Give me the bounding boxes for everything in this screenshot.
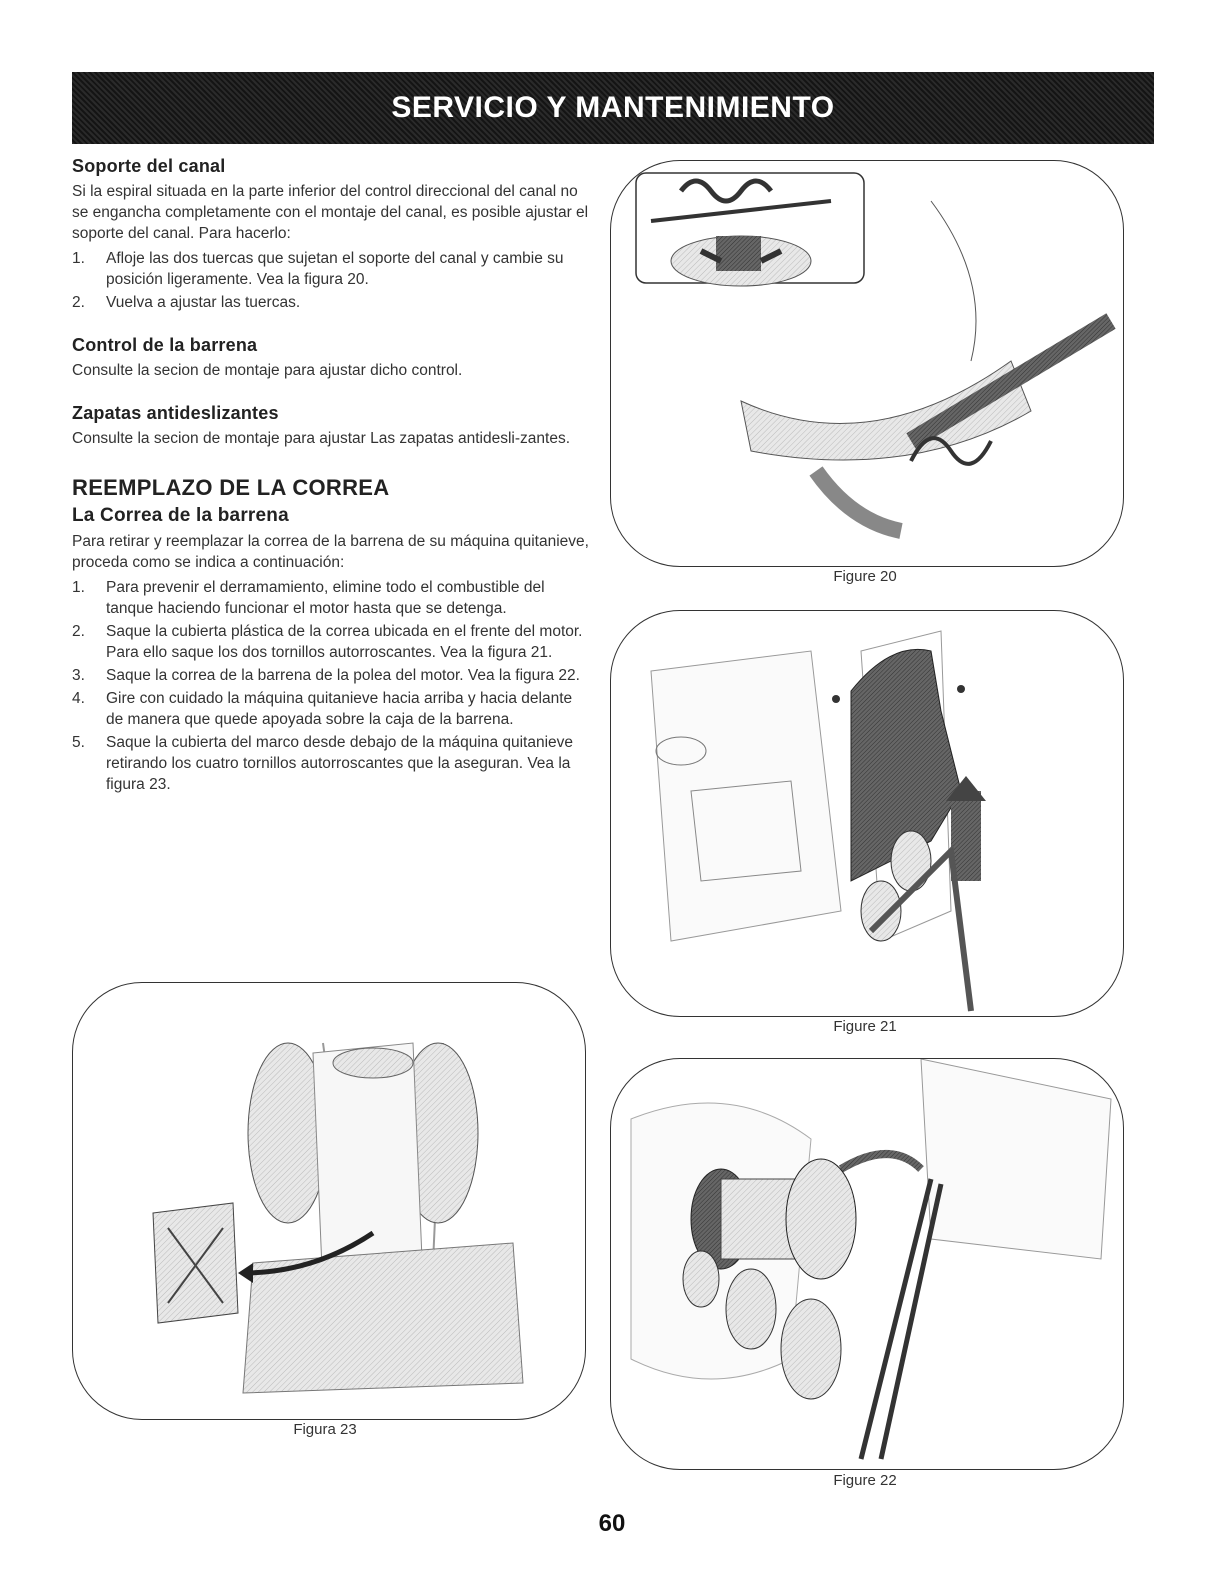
figure-22-caption: Figure 22 [833, 1472, 897, 1489]
figure-23-illustration [72, 982, 586, 1420]
page-title: SERVICIO Y MANTENIMIENTO [391, 91, 835, 124]
reemplazo-steps [72, 577, 592, 795]
list-item: 1. Para prevenir el derramamiento, elimine todo el combustible del tanque haciendo funcionar el motor hasta que se detenga. [72, 579, 545, 617]
reemplazo-title: REEMPLAZO DE LA CORREA [72, 475, 390, 500]
list-item: 2. Vuelva a ajustar las tuercas. [72, 294, 301, 311]
figure-22-illustration [610, 1058, 1124, 1470]
page-number: 60 [598, 1510, 626, 1537]
figure-23-caption: Figura 23 [293, 1421, 357, 1438]
reemplazo-subtitle: La Correa de la barrena [72, 505, 289, 526]
figure-20-illustration [610, 160, 1124, 567]
figure-21-caption: Figure 21 [833, 1018, 897, 1035]
section-header-banner [72, 72, 1154, 144]
soporte-title: Soporte del canal [72, 156, 226, 176]
list-item: 3. Saque la correa de la barrena de la polea del motor. Vea la figura 22. [72, 667, 580, 684]
soporte-intro: Si la espiral situada en la parte inferior del control direccional del canal no se engancha completamente con el montaje del canal, es posible ajustar el soporte del canal. Para hacerlo: [72, 183, 589, 242]
control-title: Control de la barrena [72, 335, 258, 355]
zapatas-text: Consulte la secion de montaje para ajustar Las zapatas antidesli-zantes. [72, 430, 571, 447]
figure-20-caption: Figure 20 [833, 568, 897, 585]
list-item: 4. Gire con cuidado la máquina quitanieve hacia arriba y hacia delante de manera que quede apoyada sobre la caja de la barrena. [72, 690, 573, 728]
list-item: 2. Saque la cubierta plástica de la correa ubicada en el frente del motor. Para ello saque los dos tornillos autorroscantes. Vea la figura 21. [72, 623, 583, 661]
control-text: Consulte la secion de montaje para ajustar dicho control. [72, 362, 463, 379]
zapatas-title: Zapatas antideslizantes [72, 403, 279, 423]
list-item: 1. Afloje las dos tuercas que sujetan el soporte del canal y cambie su posición ligeramente. Vea la figura 20. [72, 250, 564, 288]
soporte-steps [72, 248, 592, 313]
left-column [72, 150, 592, 797]
reemplazo-intro: Para retirar y reemplazar la correa de la barrena de su máquina quitanieve, proceda como se indica a continuación: [72, 533, 589, 571]
list-item: 5. Saque la cubierta del marco desde debajo de la máquina quitanieve retirando los cuatro tornillos autorroscantes que la aseguran. Vea la figura 23. [72, 734, 574, 793]
figure-21-illustration [610, 610, 1124, 1017]
